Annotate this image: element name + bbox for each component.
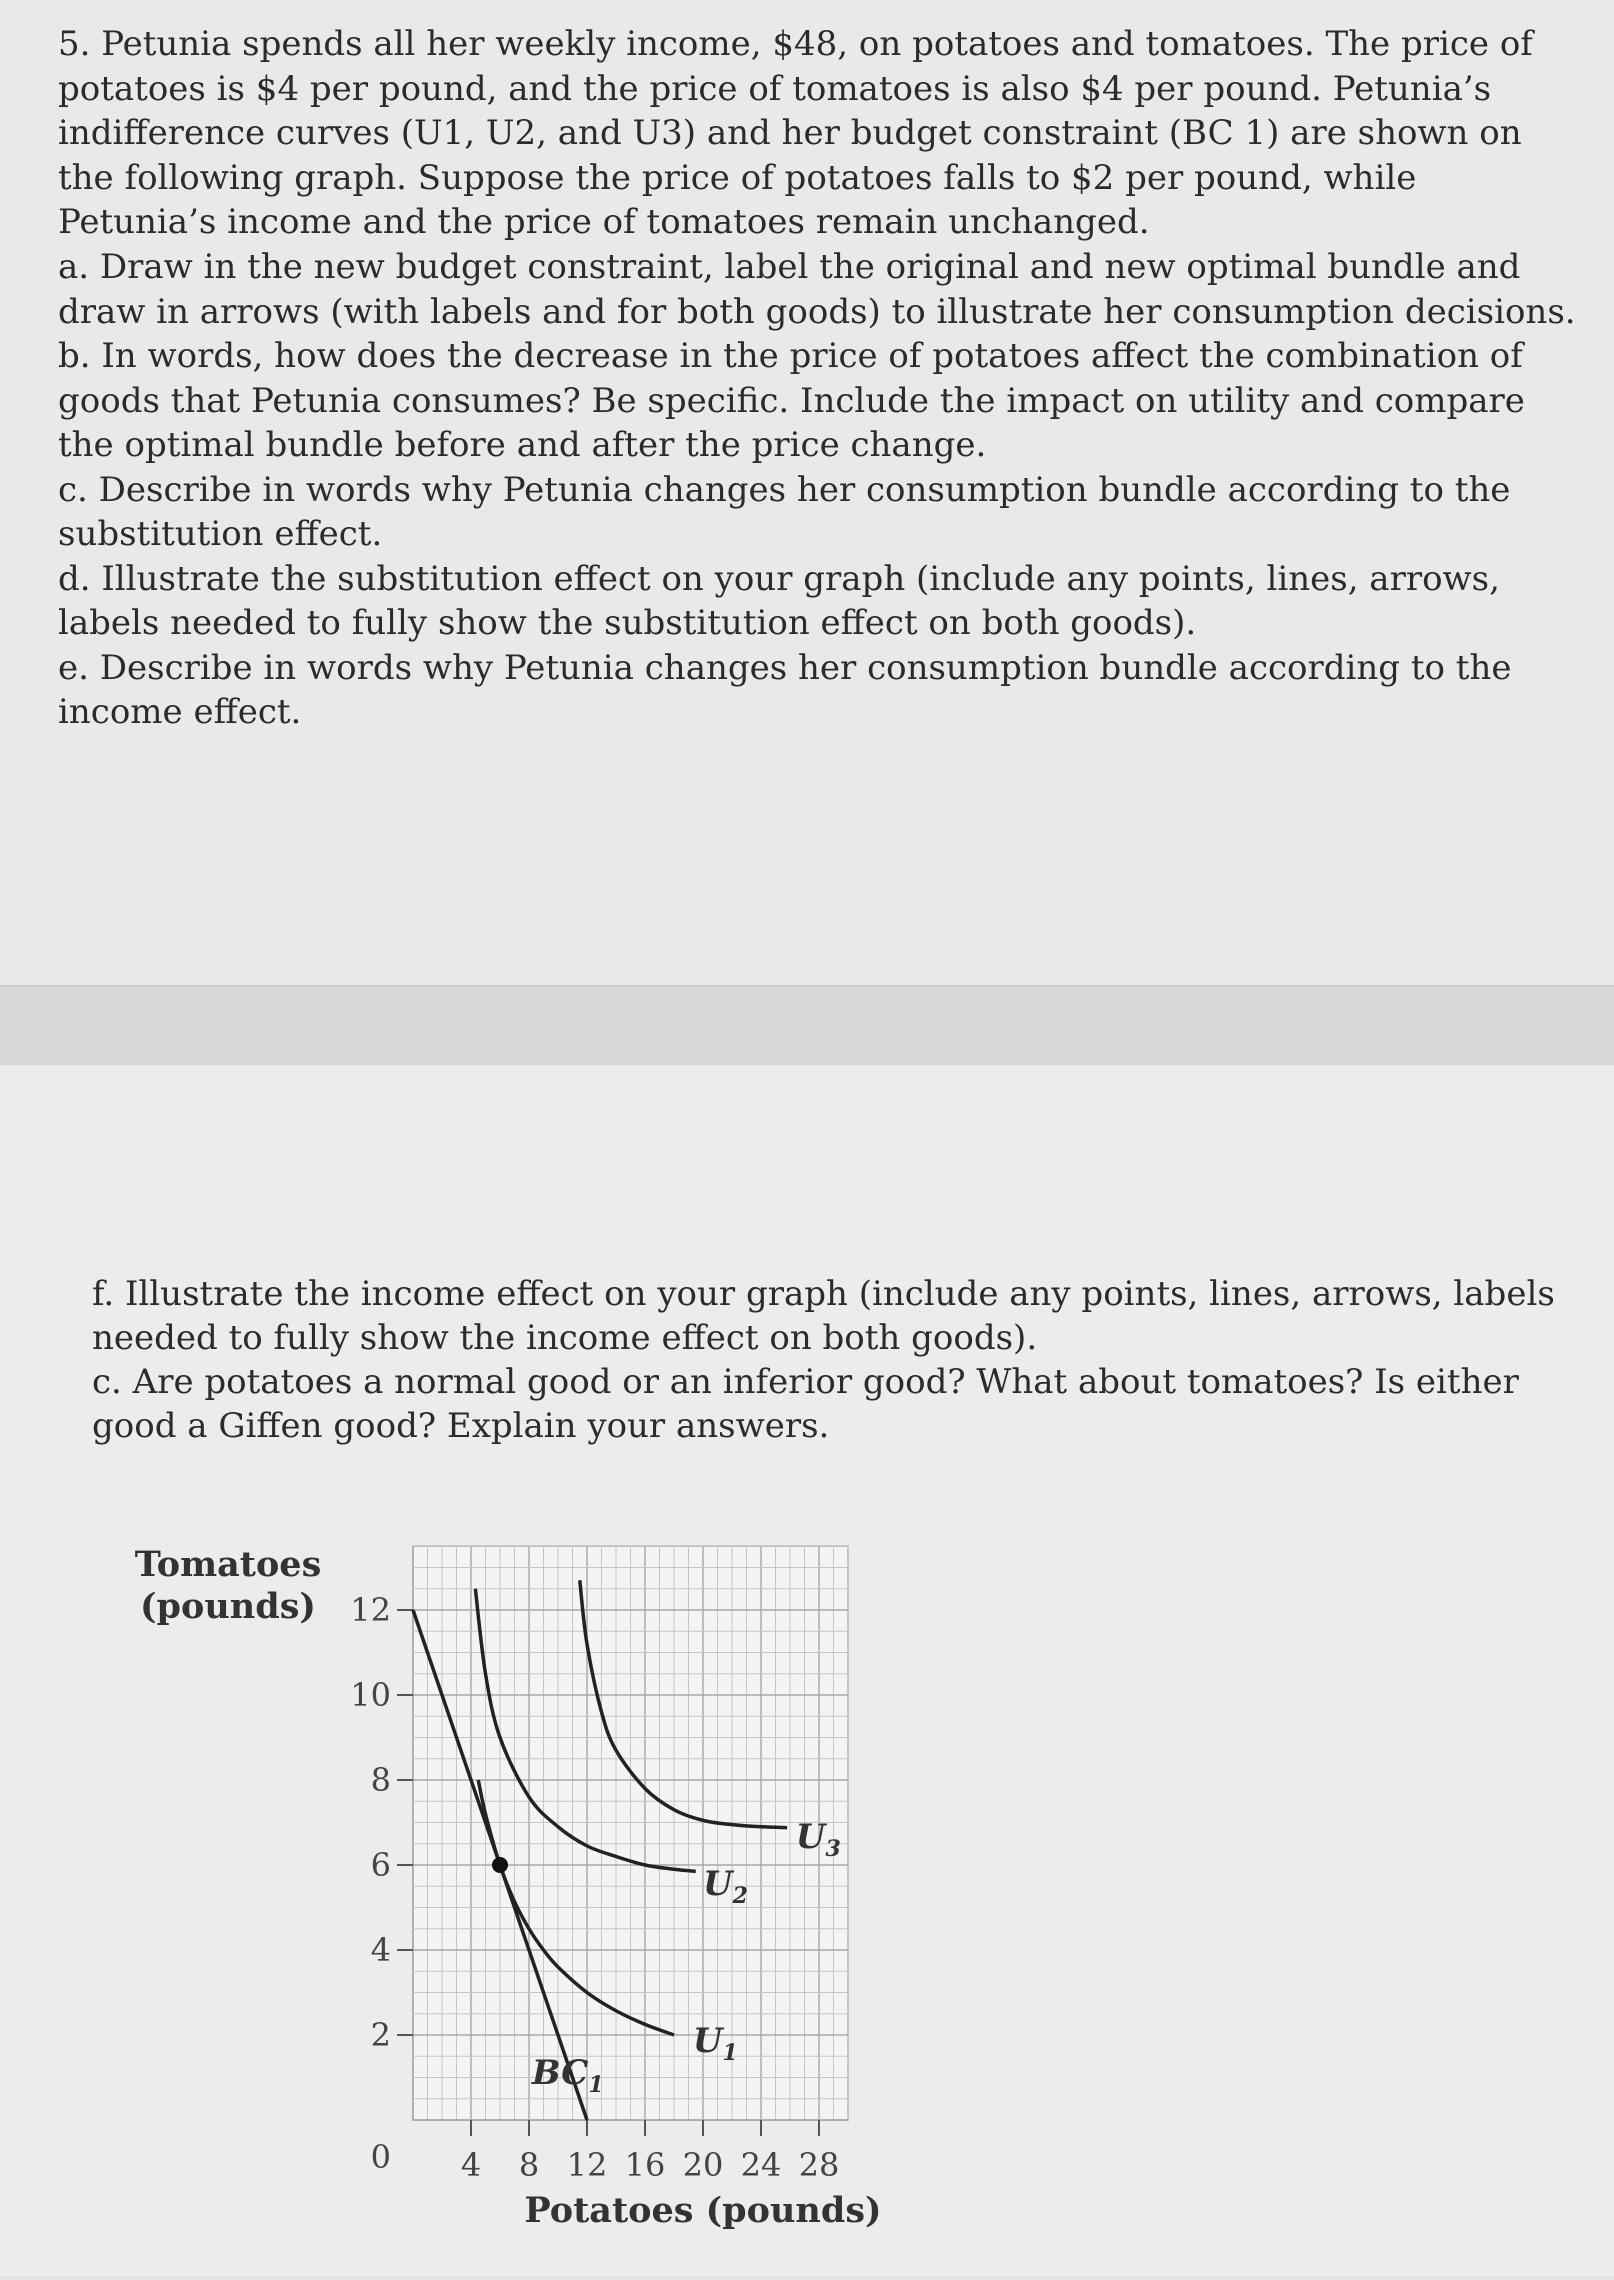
origin-label: 0 xyxy=(370,2138,391,2176)
budget-constraint-label: $BC_1$ xyxy=(531,2052,604,2098)
question-intro-text: 5. Petunia spends all her weekly income, $48, on potatoes and tomatoes. The price of potatoes is $4 per pound, and the price of tomatoes is also $4 per pound. Petunia’s indifference curves (U1, U2, and U3) and her budget constraint (BC 1) are shown on the following graph. Suppose the price of potatoes falls to $2 per pound, while Petunia’s income and the price of tomatoes remain unchanged. xyxy=(58,24,1533,242)
x-tick-label: 28 xyxy=(798,2146,840,2184)
panel-divider xyxy=(0,985,1614,1069)
x-tick-label: 12 xyxy=(566,2146,608,2184)
y-tick-label: 8 xyxy=(370,1761,391,1799)
y-axis-label: Tomatoes xyxy=(134,1544,322,1585)
x-axis-label: Potatoes (pounds) xyxy=(524,2190,882,2231)
chart-grid xyxy=(397,1546,848,2136)
question-parts xyxy=(58,245,1578,735)
indifference-curve-u2-label: $U_2$ xyxy=(703,1863,748,1909)
x-tick-label: 8 xyxy=(518,2146,540,2184)
x-tick-label: 16 xyxy=(624,2146,666,2184)
part-a-text: a. Draw in the new budget constraint, label the original and new optimal bundle and draw in arrows (with labels and for both goods) to illustrate her consumption decisions. xyxy=(58,247,1576,332)
y-axis-label-units: (pounds) xyxy=(139,1586,317,1627)
part-e-text: e. Describe in words why Petunia changes her consumption bundle according to the income effect. xyxy=(58,647,1512,732)
y-tick-label: 4 xyxy=(370,1931,391,1969)
x-tick-label: 4 xyxy=(460,2146,482,2184)
y-tick-label: 10 xyxy=(350,1676,391,1714)
y-tick-label: 2 xyxy=(370,2016,391,2054)
indifference-curve-graph xyxy=(0,1500,1614,2276)
question-intro xyxy=(58,22,1578,245)
part-g-text: c. Are potatoes a normal good or an inferior good? What about tomatoes? Is either good a Giffen good? Explain your answers. xyxy=(92,1362,1519,1446)
chart-svg xyxy=(0,1500,1614,2276)
y-tick-label: 6 xyxy=(370,1846,391,1884)
part-d-text: d. Illustrate the substitution effect on your graph (include any points, lines, arrows, labels needed to fully show the substitution effect on both goods). xyxy=(58,558,1500,643)
indifference-curve-u1-label: $U_1$ xyxy=(692,2021,738,2066)
optimal-bundle-point xyxy=(492,1857,508,1873)
question-parts-lower xyxy=(92,1272,1562,1448)
part-b-text: b. In words, how does the decrease in the price of potatoes affect the combination of goods that Petunia consumes? Be specific. Include the impact on utility and compare the optimal bundle before and after the price change. xyxy=(58,336,1525,465)
y-tick-label: 12 xyxy=(350,1591,391,1629)
x-tick-label: 24 xyxy=(740,2146,782,2184)
part-f-text: f. Illustrate the income effect on your graph (include any points, lines, arrows, labels needed to fully show the income effect on both goods). xyxy=(92,1274,1555,1358)
indifference-curve-u3-label: $U_3$ xyxy=(795,1817,841,1862)
part-c-text: c. Describe in words why Petunia changes her consumption bundle according to the substitution effect. xyxy=(58,469,1511,554)
x-tick-label: 20 xyxy=(682,2146,724,2184)
